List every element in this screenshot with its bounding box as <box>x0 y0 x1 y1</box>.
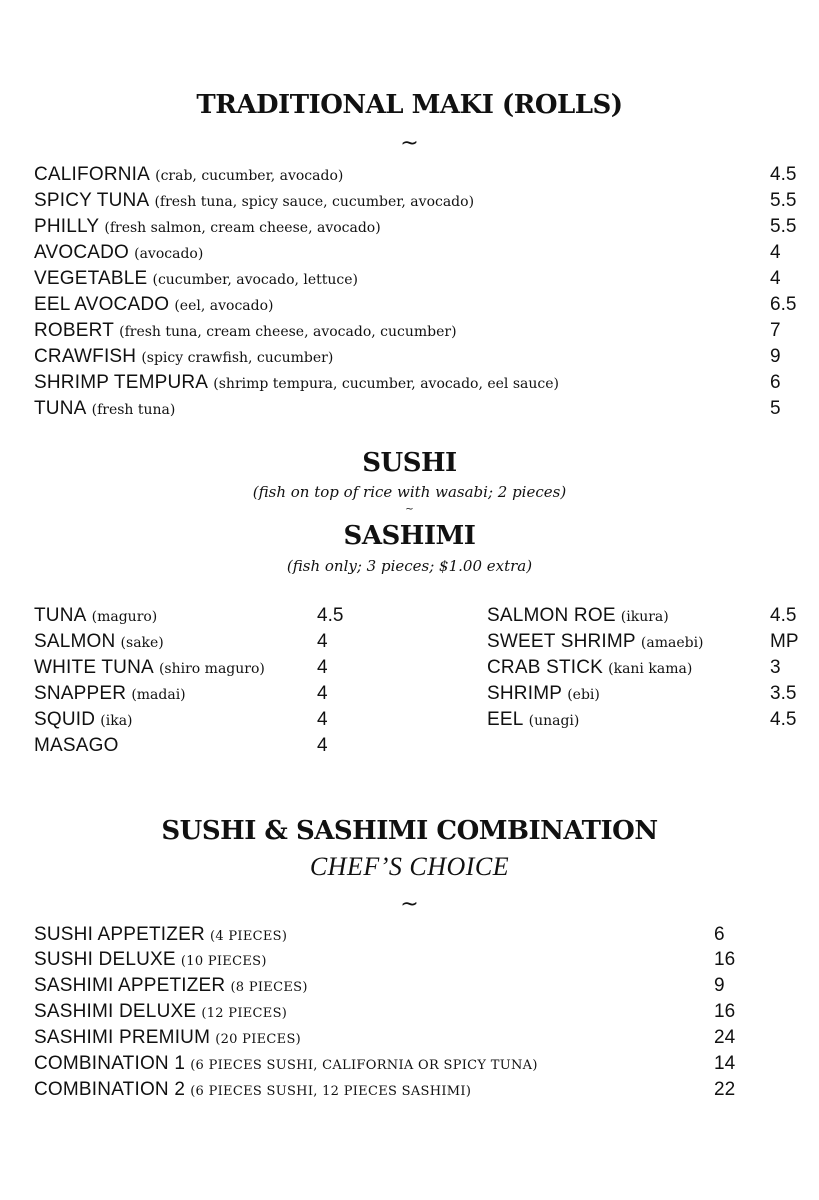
sushi-title: SUSHI <box>362 448 457 478</box>
maki-item-tuna <box>34 396 175 422</box>
item-price: 4.5 <box>317 605 344 626</box>
item-name: SUSHI APPETIZER <box>34 924 205 945</box>
item-name: SALMON <box>34 631 116 652</box>
sashimi-item-eel <box>487 707 579 733</box>
item-name: VEGETABLE <box>34 268 148 289</box>
maki-item-philly <box>34 214 381 240</box>
item-price: 4 <box>770 242 781 263</box>
item-price: 9 <box>770 346 781 367</box>
item-name: COMBINATION 1 <box>34 1053 186 1074</box>
sushi-divider: ~ <box>405 504 414 515</box>
item-price: 3.5 <box>770 683 797 704</box>
item-desc: (ikura) <box>620 609 669 625</box>
item-desc: (10 PIECES) <box>180 954 267 969</box>
item-desc: (shiro maguro) <box>158 661 265 677</box>
item-desc: (12 PIECES) <box>201 1006 288 1021</box>
item-desc: (eel, avocado) <box>174 298 274 314</box>
item-name: SPICY TUNA <box>34 190 150 211</box>
item-price: 5.5 <box>770 216 797 237</box>
item-name: SQUID <box>34 709 96 730</box>
item-desc: (spicy crawfish, cucumber) <box>141 350 334 366</box>
item-desc: (sake) <box>120 635 164 651</box>
item-desc: (8 PIECES) <box>230 980 308 995</box>
item-price: 6 <box>714 924 725 945</box>
item-name: SHRIMP <box>487 683 563 704</box>
item-price: 4 <box>317 709 328 730</box>
item-price: 5 <box>770 398 781 419</box>
maki-item-spicy-tuna <box>34 188 474 214</box>
sashimi-item-crab-stick <box>487 655 692 681</box>
item-name: SWEET SHRIMP <box>487 631 636 652</box>
item-name: SASHIMI APPETIZER <box>34 975 226 996</box>
item-desc: (maguro) <box>91 609 158 625</box>
sashimi-item-snapper <box>34 681 186 707</box>
maki-divider: ~ <box>400 131 419 156</box>
item-price: 4 <box>317 735 328 756</box>
item-name: MASAGO <box>34 735 119 756</box>
sashimi-title: SASHIMI <box>343 521 476 551</box>
item-price: 16 <box>714 1001 736 1022</box>
item-desc: (shrimp tempura, cucumber, avocado, eel sauce) <box>213 376 559 392</box>
item-price: 4 <box>317 683 328 704</box>
item-price: 9 <box>714 975 725 996</box>
item-price: 7 <box>770 320 781 341</box>
combo-item-combination-1 <box>34 1051 538 1077</box>
combo-subtitle: CHEF’S CHOICE <box>309 852 510 881</box>
maki-item-eel-avocado <box>34 292 273 318</box>
item-price: 4.5 <box>770 605 797 626</box>
item-price: 4 <box>317 631 328 652</box>
item-price: 16 <box>714 949 736 970</box>
sashimi-subtitle: (fish only; 3 pieces; $1.00 extra) <box>286 557 533 575</box>
item-desc: (fresh salmon, cream cheese, avocado) <box>104 220 381 236</box>
item-name: PHILLY <box>34 216 100 237</box>
item-desc: (fresh tuna, spicy sauce, cucumber, avocado) <box>154 194 475 210</box>
sashimi-item-squid <box>34 707 133 733</box>
item-desc: (6 PIECES SUSHI, CALIFORNIA OR SPICY TUNA) <box>190 1058 538 1073</box>
item-price: 6 <box>770 372 781 393</box>
item-desc: (crab, cucumber, avocado) <box>155 168 344 184</box>
item-name: COMBINATION 2 <box>34 1079 186 1100</box>
maki-item-crawfish <box>34 344 333 370</box>
maki-item-vegetable <box>34 266 358 292</box>
combo-item-sashimi-deluxe <box>34 999 287 1025</box>
item-name: TUNA <box>34 605 87 626</box>
combo-item-sushi-appetizer <box>34 922 287 948</box>
item-desc: (20 PIECES) <box>215 1032 302 1047</box>
item-name: EEL <box>487 709 524 730</box>
item-price: MP <box>770 631 799 652</box>
combo-item-sashimi-appetizer <box>34 973 308 999</box>
item-desc: (cucumber, avocado, lettuce) <box>152 272 359 288</box>
maki-item-california <box>34 162 343 188</box>
item-desc: (6 PIECES SUSHI, 12 PIECES SASHIMI) <box>190 1084 472 1099</box>
item-price: 4 <box>317 657 328 678</box>
sashimi-item-white-tuna <box>34 655 265 681</box>
combo-item-sushi-deluxe <box>34 947 267 973</box>
item-name: EEL AVOCADO <box>34 294 170 315</box>
combo-divider: ~ <box>400 892 419 917</box>
item-name: SASHIMI PREMIUM <box>34 1027 211 1048</box>
item-name: CRAB STICK <box>487 657 604 678</box>
sashimi-item-tuna <box>34 603 157 629</box>
maki-item-shrimp-tempura <box>34 370 559 396</box>
combo-item-combination-2 <box>34 1077 471 1103</box>
sashimi-item-salmon-roe <box>487 603 669 629</box>
combo-title: SUSHI & SASHIMI COMBINATION <box>161 816 658 846</box>
item-price: 6.5 <box>770 294 797 315</box>
item-desc: (4 PIECES) <box>209 929 288 944</box>
item-name: TUNA <box>34 398 87 419</box>
item-name: CRAWFISH <box>34 346 137 367</box>
maki-item-avocado <box>34 240 203 266</box>
item-desc: (ika) <box>100 713 133 729</box>
item-name: SALMON ROE <box>487 605 616 626</box>
item-name: AVOCADO <box>34 242 130 263</box>
sushi-subtitle: (fish on top of rice with wasabi; 2 pieces) <box>252 483 567 501</box>
item-desc: (avocado) <box>134 246 204 262</box>
item-price: 4.5 <box>770 164 797 185</box>
item-desc: (kani kama) <box>608 661 693 677</box>
item-desc: (madai) <box>131 687 186 703</box>
maki-item-robert <box>34 318 457 344</box>
sashimi-item-salmon <box>34 629 164 655</box>
item-price: 4 <box>770 268 781 289</box>
item-desc: (amaebi) <box>640 635 704 651</box>
item-price: 24 <box>714 1027 736 1048</box>
item-name: SNAPPER <box>34 683 127 704</box>
item-price: 14 <box>714 1053 736 1074</box>
sashimi-item-masago <box>34 733 119 759</box>
item-name: WHITE TUNA <box>34 657 154 678</box>
item-price: 3 <box>770 657 781 678</box>
item-desc: (unagi) <box>528 713 580 729</box>
item-desc: (fresh tuna, cream cheese, avocado, cucumber) <box>119 324 457 340</box>
item-price: 22 <box>714 1079 736 1100</box>
item-name: SASHIMI DELUXE <box>34 1001 197 1022</box>
maki-title: TRADITIONAL MAKI (ROLLS) <box>196 90 623 120</box>
item-name: CALIFORNIA <box>34 164 151 185</box>
item-price: 5.5 <box>770 190 797 211</box>
item-name: SUSHI DELUXE <box>34 949 176 970</box>
item-desc: (fresh tuna) <box>91 402 176 418</box>
item-desc: (ebi) <box>567 687 600 703</box>
sashimi-item-shrimp <box>487 681 600 707</box>
item-name: ROBERT <box>34 320 115 341</box>
combo-item-sashimi-premium <box>34 1025 301 1051</box>
item-price: 4.5 <box>770 709 797 730</box>
item-name: SHRIMP TEMPURA <box>34 372 209 393</box>
sashimi-item-sweet-shrimp <box>487 629 704 655</box>
